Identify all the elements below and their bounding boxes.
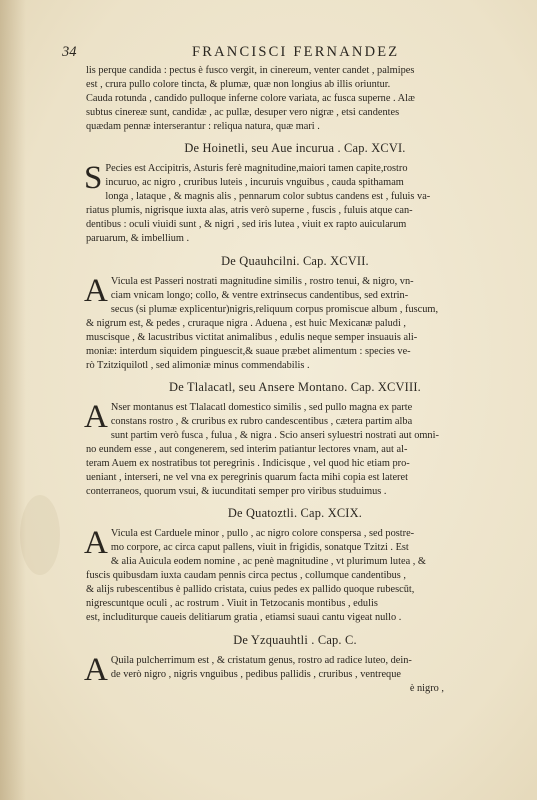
paper-stain	[20, 495, 60, 575]
chapter-heading: De Quauhcilni. Cap. XCVII.	[221, 253, 369, 268]
text-line: incuruo, ac nigro , cruribus luteis , incuruis vnguibus , cauda spithamam	[105, 177, 404, 189]
chapter-paragraph	[84, 398, 504, 499]
text-line: Quila pulcherrimum est , & cristatum genus, rostro ad radice luteo, dein-	[110, 654, 412, 666]
text-line: ciam vnicam longo; collo, & ventre extrinsecus candentibus, sed extrin-	[110, 289, 409, 301]
drop-cap: A	[84, 398, 108, 435]
text-line: secus (si plumæ explicentur)nigris,reliquum corpus promiscue album , fuscum,	[110, 303, 439, 315]
chapter-paragraph	[86, 527, 504, 625]
drop-cap: A	[84, 525, 108, 562]
text-line: Vicula est Carduele minor , pullo , ac nigro colore conspersa , sed postre-	[110, 528, 415, 540]
text-line: riatus plumis, nigrisque iuxta alas, atris verò superne , fuscis , fuluis atque can-	[86, 205, 413, 217]
page-header	[62, 44, 485, 64]
chapter-heading: De Yzquauhtli . Cap. C.	[233, 632, 357, 647]
text-line: paruarum, & imbellium .	[86, 233, 190, 245]
text-line: lis perque candida : pectus è fusco vergit, in cinereum, venter candet , palmipes	[86, 65, 415, 76]
text-line: no eundem esse , aut congenerem, sed interim patiantur lectores vnam, aut al-	[86, 443, 408, 455]
text-line: Nser montanus est Tlalacatl domestico similis , sed pullo magna ex parte	[110, 401, 413, 413]
intro-paragraph	[86, 64, 504, 134]
chapter-paragraph	[84, 651, 504, 696]
text-line: dentibus : oculi viuidi sunt , & nigri , sed iris lutea , viuit ex rapto auicularum	[86, 219, 407, 231]
text-line: Vicula est Passeri nostrati magnitudine similis , rostro tenui, & nigro, vn-	[110, 275, 414, 287]
drop-cap: A	[84, 651, 108, 688]
text-line: mo corpore, ac circa caput pallens, viuit in frigidis, sonatque Tzitzi . Est	[110, 542, 409, 554]
text-line: Cauda rotunda , candido pulloque inferne colore variata, ac fusca superne . Alæ	[86, 93, 415, 105]
text-line: conterraneos, quorum vsui, & iucunditati semper pro viribus studuimus .	[86, 486, 387, 498]
chapter-paragraph	[84, 272, 504, 373]
chapter-paragraph	[86, 162, 504, 246]
text-line: constans rostro , & cruribus ex rubro candescentibus , cætera partim alba	[110, 415, 413, 427]
text-line: de verò nigro , nigris vnguibus , pedibus pallidis , cruribus , ventreque	[110, 668, 401, 680]
text-line: fuscis quibusdam iuxta caudam pennis circa pectus , collumque candentibus ,	[86, 570, 406, 582]
text-line: nigrescuntque oculi , ac rostrum . Viuit in Tetzocanis montibus , edulis	[86, 598, 378, 610]
text-line: longa , lataque , & magnis alis , pennarum color subtus candens est , fuluis va-	[105, 191, 431, 203]
running-title: FRANCISCI FERNANDEZ	[192, 44, 400, 60]
chapter-heading: De Tlalacatl, seu Ansere Montano. Cap. XCVIII.	[169, 379, 421, 394]
drop-cap: A	[84, 272, 108, 309]
chapter-heading: De Quatoztli. Cap. XCIX.	[227, 506, 363, 521]
text-line: subtus cinereæ sunt, candidæ , ac pullæ, desuper vero nigræ , etsi candentes	[86, 107, 400, 119]
text-line: & alia Auicula eodem nomine , ac penè magnitudine , vt plurimum lutea , &	[110, 556, 426, 568]
page-number: 34	[62, 44, 77, 60]
text-line: est, includiturque caueis delitiarum gratia , etiamsi suaui cantu vigeat nullo .	[86, 612, 402, 624]
text-body	[86, 64, 504, 702]
text-line: est , crura pullo colore tincta, & plumæ, quæ non longius ab illis oriuntur.	[86, 79, 391, 91]
text-line: & nigrum est, & pedes , cruraque nigra . Aduena , est huic Mexicanæ paludi ,	[86, 317, 406, 329]
text-line: è nigro ,	[409, 682, 444, 694]
text-line: Pecies est Accipitris, Asturis ferè magnitudine,maiori tamen capite,rostro	[105, 163, 408, 175]
chapter-heading: De Hoinetli, seu Aue incurua . Cap. XCVI.	[184, 141, 406, 156]
text-line: teram Auem ex nostratibus tot peregrinis . Indicisque , vel quod hic etiam pro-	[86, 458, 410, 470]
text-line: & alijs rubescentibus è pallido cristata, cuius pedes ex pallido quoque rubescūt,	[86, 584, 415, 596]
text-line: moniæ: interdum siquidem pinguescit,& suaue præbet alimentum : species ve-	[86, 345, 411, 357]
text-line: sunt partim verò fusca , fulua , & nigra . Scio anseri syluestri nostrati aut omni-	[110, 429, 439, 441]
text-line: rò Tzitziquilotl , sed alimoniæ minus commendabilis .	[86, 359, 310, 371]
drop-cap: S	[84, 160, 103, 197]
text-line: ueniant , interseri, ne vel vna ex peregrinis quarum facta mihi copia est lateret	[86, 472, 408, 484]
text-line: muscisque , & lacustribus victitat animalibus , edulis neque semper insuauis ali-	[86, 331, 418, 343]
text-line: quædam pennæ interserantur : reliqua natura, quæ mari .	[86, 121, 320, 133]
